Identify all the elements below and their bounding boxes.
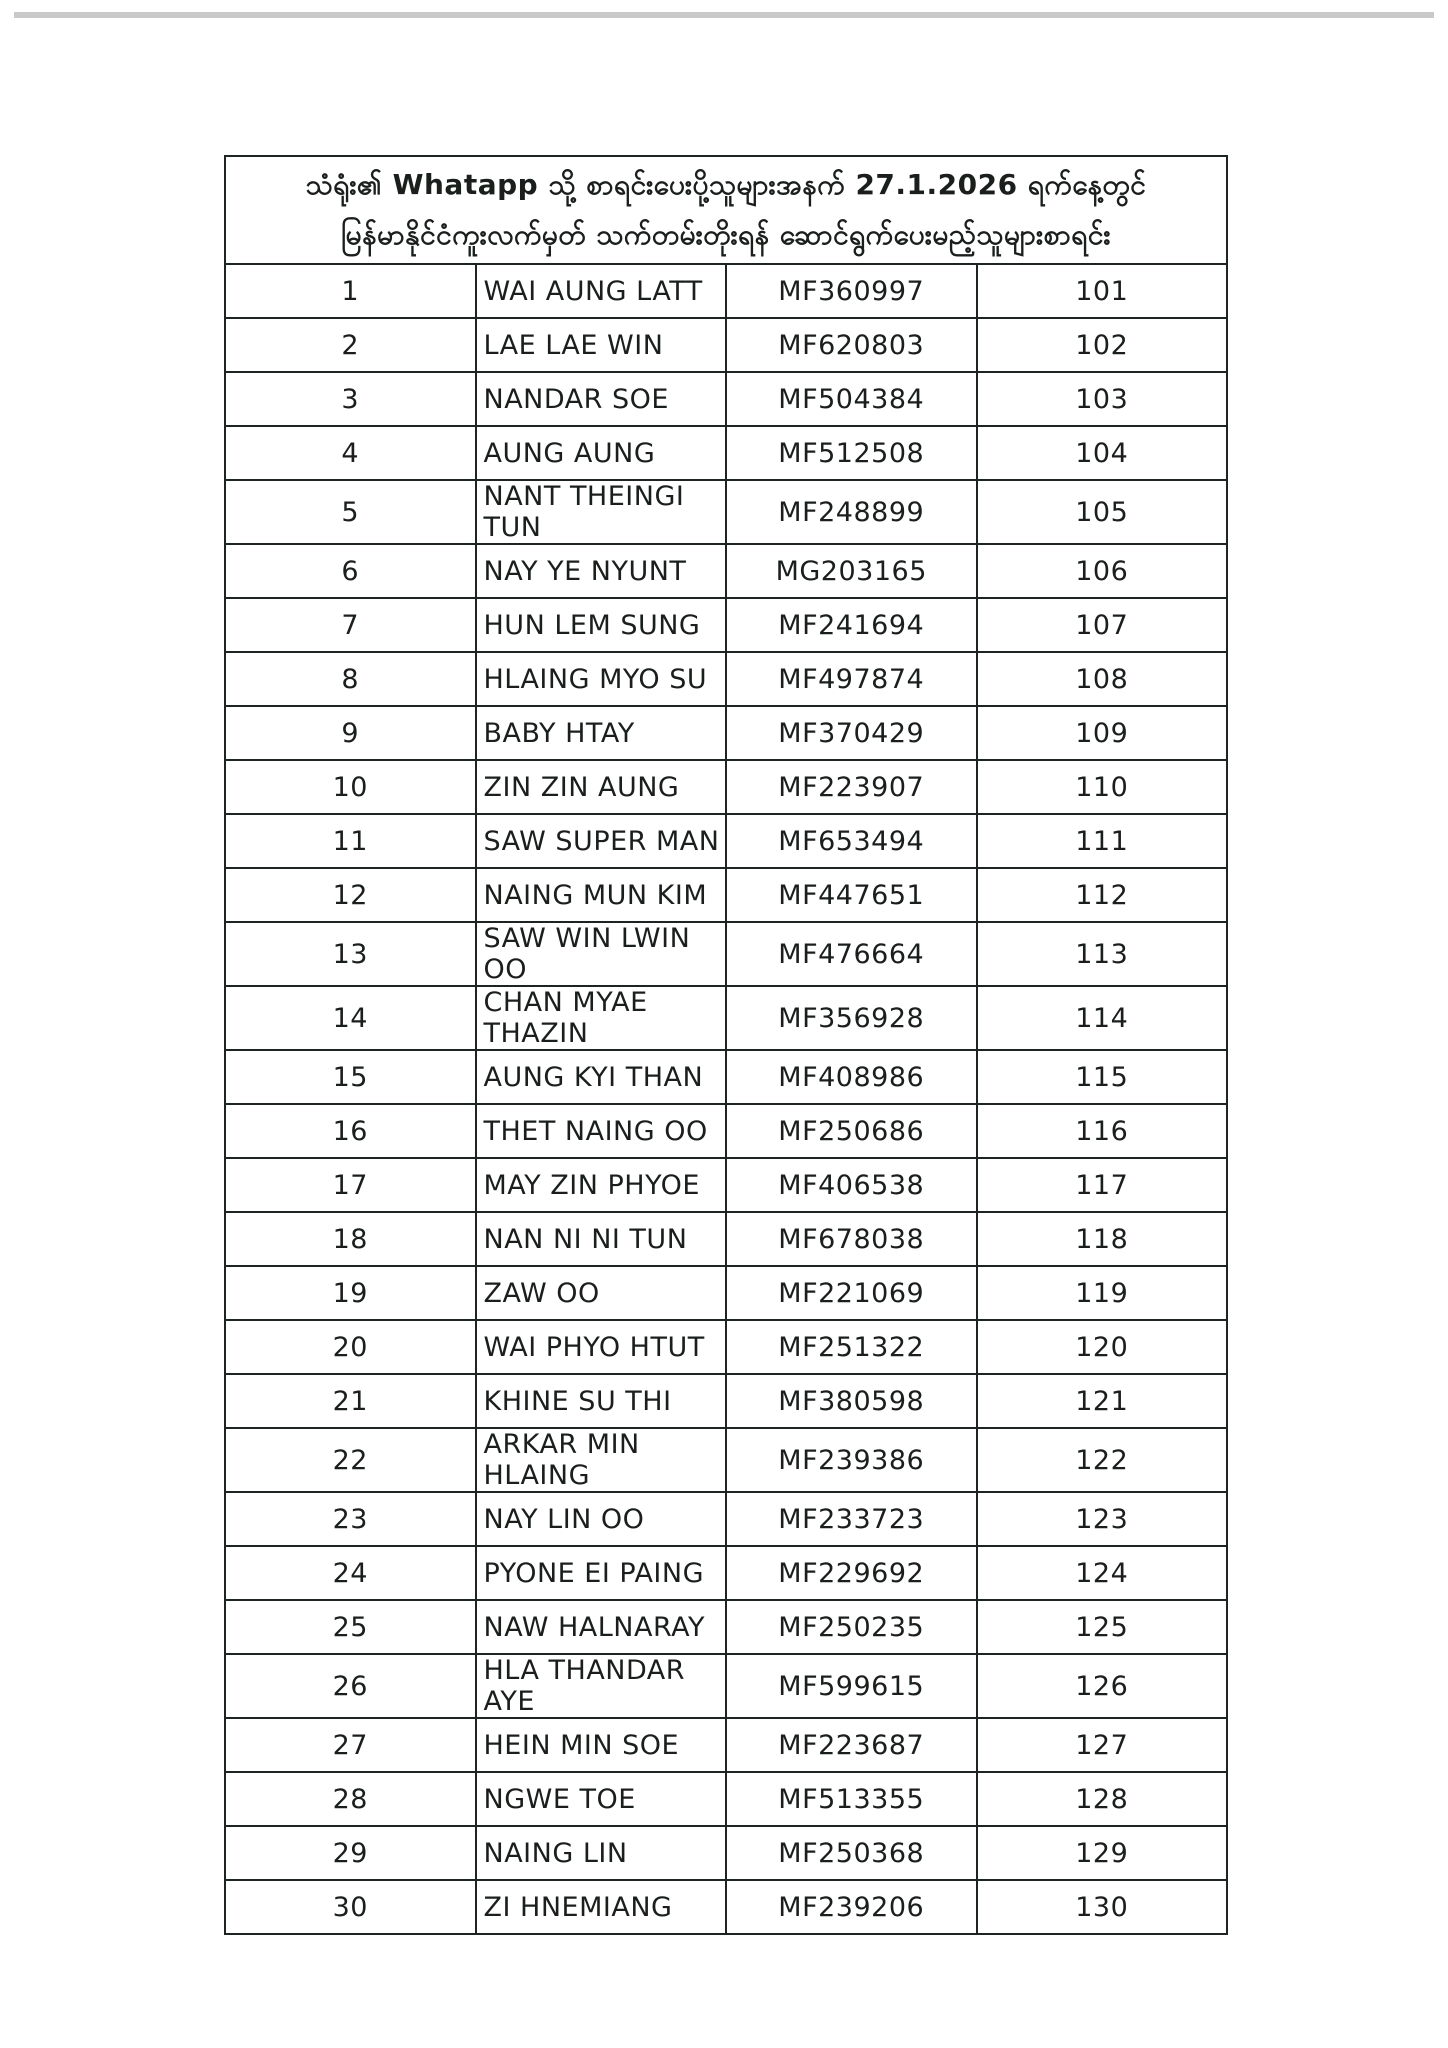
- reference-number: 109: [977, 706, 1228, 760]
- title-line-1: သံရုံး၏ Whatapp သို့ စာရင်းပေးပို့သူများအနက် 27.1.2026 ရက်နေ့တွင်: [305, 168, 1147, 201]
- passport-number: MF513355: [726, 1772, 977, 1826]
- reference-number: 128: [977, 1772, 1228, 1826]
- row-number: 14: [225, 986, 476, 1050]
- reference-number: 105: [977, 480, 1228, 544]
- passport-number: MF360997: [726, 264, 977, 318]
- applicant-name: NAING MUN KIM: [476, 868, 727, 922]
- passport-number: MF233723: [726, 1492, 977, 1546]
- row-number: 16: [225, 1104, 476, 1158]
- table-row: [225, 1718, 1227, 1772]
- scan-edge: [14, 12, 1434, 18]
- reference-number: 129: [977, 1826, 1228, 1880]
- table-row: [225, 426, 1227, 480]
- table-row: [225, 598, 1227, 652]
- passport-number: MF370429: [726, 706, 977, 760]
- passport-number: MF512508: [726, 426, 977, 480]
- reference-number: 111: [977, 814, 1228, 868]
- row-number: 30: [225, 1880, 476, 1934]
- row-number: 1: [225, 264, 476, 318]
- passport-number: MF678038: [726, 1212, 977, 1266]
- reference-number: 124: [977, 1546, 1228, 1600]
- row-number: 3: [225, 372, 476, 426]
- reference-number: 121: [977, 1374, 1228, 1428]
- passport-number: MF406538: [726, 1158, 977, 1212]
- row-number: 27: [225, 1718, 476, 1772]
- applicant-name: THET NAING OO: [476, 1104, 727, 1158]
- table-row: [225, 264, 1227, 318]
- table-row: [225, 760, 1227, 814]
- row-number: 22: [225, 1428, 476, 1492]
- passport-number: MF250686: [726, 1104, 977, 1158]
- row-number: 18: [225, 1212, 476, 1266]
- reference-number: 127: [977, 1718, 1228, 1772]
- reference-number: 116: [977, 1104, 1228, 1158]
- reference-number: 125: [977, 1600, 1228, 1654]
- table-row: [225, 814, 1227, 868]
- passport-number: MF447651: [726, 868, 977, 922]
- applicant-name: ZIN ZIN AUNG: [476, 760, 727, 814]
- applicant-name: AUNG AUNG: [476, 426, 727, 480]
- reference-number: 106: [977, 544, 1228, 598]
- row-number: 4: [225, 426, 476, 480]
- applicant-name: ZI HNEMIANG: [476, 1880, 727, 1934]
- applicant-name: NANDAR SOE: [476, 372, 727, 426]
- reference-number: 120: [977, 1320, 1228, 1374]
- passport-number: MG203165: [726, 544, 977, 598]
- row-number: 23: [225, 1492, 476, 1546]
- table-row: [225, 544, 1227, 598]
- applicant-name: LAE LAE WIN: [476, 318, 727, 372]
- table-row: [225, 1104, 1227, 1158]
- applicant-name: WAI AUNG LATT: [476, 264, 727, 318]
- table-row: [225, 1772, 1227, 1826]
- passport-number: MF599615: [726, 1654, 977, 1718]
- row-number: 12: [225, 868, 476, 922]
- row-number: 15: [225, 1050, 476, 1104]
- passport-number: MF239206: [726, 1880, 977, 1934]
- row-number: 8: [225, 652, 476, 706]
- reference-number: 123: [977, 1492, 1228, 1546]
- row-number: 17: [225, 1158, 476, 1212]
- reference-number: 115: [977, 1050, 1228, 1104]
- table-row: [225, 372, 1227, 426]
- table-row: [225, 480, 1227, 544]
- applicant-name: HUN LEM SUNG: [476, 598, 727, 652]
- reference-number: 130: [977, 1880, 1228, 1934]
- passport-number: MF223687: [726, 1718, 977, 1772]
- reference-number: 107: [977, 598, 1228, 652]
- applicant-name: HEIN MIN SOE: [476, 1718, 727, 1772]
- row-number: 7: [225, 598, 476, 652]
- row-number: 2: [225, 318, 476, 372]
- passport-number: MF653494: [726, 814, 977, 868]
- passport-number: MF408986: [726, 1050, 977, 1104]
- applicant-name: MAY ZIN PHYOE: [476, 1158, 727, 1212]
- table-row: [225, 706, 1227, 760]
- passport-number: MF248899: [726, 480, 977, 544]
- table-row: [225, 1546, 1227, 1600]
- reference-number: 117: [977, 1158, 1228, 1212]
- applicant-name: NAING LIN: [476, 1826, 727, 1880]
- applicant-name: NAN NI NI TUN: [476, 1212, 727, 1266]
- reference-number: 119: [977, 1266, 1228, 1320]
- row-number: 11: [225, 814, 476, 868]
- row-number: 21: [225, 1374, 476, 1428]
- reference-number: 110: [977, 760, 1228, 814]
- passport-number: MF504384: [726, 372, 977, 426]
- passport-number: MF497874: [726, 652, 977, 706]
- row-number: 5: [225, 480, 476, 544]
- applicant-name: AUNG KYI THAN: [476, 1050, 727, 1104]
- passport-number: MF251322: [726, 1320, 977, 1374]
- applicant-name: PYONE EI PAING: [476, 1546, 727, 1600]
- row-number: 25: [225, 1600, 476, 1654]
- applicant-name: ZAW OO: [476, 1266, 727, 1320]
- reference-number: 108: [977, 652, 1228, 706]
- table-row: [225, 318, 1227, 372]
- table-row: [225, 1428, 1227, 1492]
- table-row: [225, 1654, 1227, 1718]
- applicant-name: HLA THANDAR AYE: [476, 1654, 727, 1718]
- passport-number: MF250368: [726, 1826, 977, 1880]
- reference-number: 112: [977, 868, 1228, 922]
- reference-number: 114: [977, 986, 1228, 1050]
- table-row: [225, 652, 1227, 706]
- passport-number: MF223907: [726, 760, 977, 814]
- reference-number: 113: [977, 922, 1228, 986]
- applicant-name: NGWE TOE: [476, 1772, 727, 1826]
- passport-number: MF476664: [726, 922, 977, 986]
- applicant-name: NANT THEINGI TUN: [476, 480, 727, 544]
- row-number: 24: [225, 1546, 476, 1600]
- passport-number: MF620803: [726, 318, 977, 372]
- row-number: 26: [225, 1654, 476, 1718]
- table-row: [225, 986, 1227, 1050]
- applicant-name: CHAN MYAE THAZIN: [476, 986, 727, 1050]
- reference-number: 104: [977, 426, 1228, 480]
- passport-number: MF380598: [726, 1374, 977, 1428]
- passport-number: MF356928: [726, 986, 977, 1050]
- passport-number: MF241694: [726, 598, 977, 652]
- table-row: [225, 1266, 1227, 1320]
- applicant-name: WAI PHYO HTUT: [476, 1320, 727, 1374]
- applicant-name: KHINE SU THI: [476, 1374, 727, 1428]
- row-number: 20: [225, 1320, 476, 1374]
- table-row: [225, 1050, 1227, 1104]
- table-row: [225, 1212, 1227, 1266]
- table-row: [225, 1320, 1227, 1374]
- table-row: [225, 1880, 1227, 1934]
- applicant-name: NAY LIN OO: [476, 1492, 727, 1546]
- row-number: 29: [225, 1826, 476, 1880]
- reference-number: 122: [977, 1428, 1228, 1492]
- passport-renewal-table: [224, 155, 1228, 1935]
- row-number: 10: [225, 760, 476, 814]
- row-number: 19: [225, 1266, 476, 1320]
- table-row: [225, 1492, 1227, 1546]
- table-row: [225, 922, 1227, 986]
- passport-number: MF250235: [726, 1600, 977, 1654]
- applicant-name: HLAING MYO SU: [476, 652, 727, 706]
- reference-number: 102: [977, 318, 1228, 372]
- applicant-name: SAW SUPER MAN: [476, 814, 727, 868]
- applicant-name: BABY HTAY: [476, 706, 727, 760]
- passport-number: MF221069: [726, 1266, 977, 1320]
- table-row: [225, 868, 1227, 922]
- passport-number: MF239386: [726, 1428, 977, 1492]
- applicant-name: SAW WIN LWIN OO: [476, 922, 727, 986]
- reference-number: 118: [977, 1212, 1228, 1266]
- applicant-name: NAY YE NYUNT: [476, 544, 727, 598]
- applicant-name: ARKAR MIN HLAING: [476, 1428, 727, 1492]
- passport-number: MF229692: [726, 1546, 977, 1600]
- table-row: [225, 1600, 1227, 1654]
- reference-number: 103: [977, 372, 1228, 426]
- row-number: 28: [225, 1772, 476, 1826]
- title-line-2: မြန်မာနိုင်ငံကူးလက်မှတ် သက်တမ်းတိုးရန် ဆောင်ရွက်ပေးမည့်သူများစာရင်း: [340, 218, 1112, 251]
- row-number: 13: [225, 922, 476, 986]
- table-row: [225, 1158, 1227, 1212]
- table-row: [225, 1826, 1227, 1880]
- row-number: 9: [225, 706, 476, 760]
- table-title-row: [225, 156, 1227, 264]
- row-number: 6: [225, 544, 476, 598]
- table-row: [225, 1374, 1227, 1428]
- reference-number: 126: [977, 1654, 1228, 1718]
- reference-number: 101: [977, 264, 1228, 318]
- table-title: [225, 156, 1227, 264]
- applicant-name: NAW HALNARAY: [476, 1600, 727, 1654]
